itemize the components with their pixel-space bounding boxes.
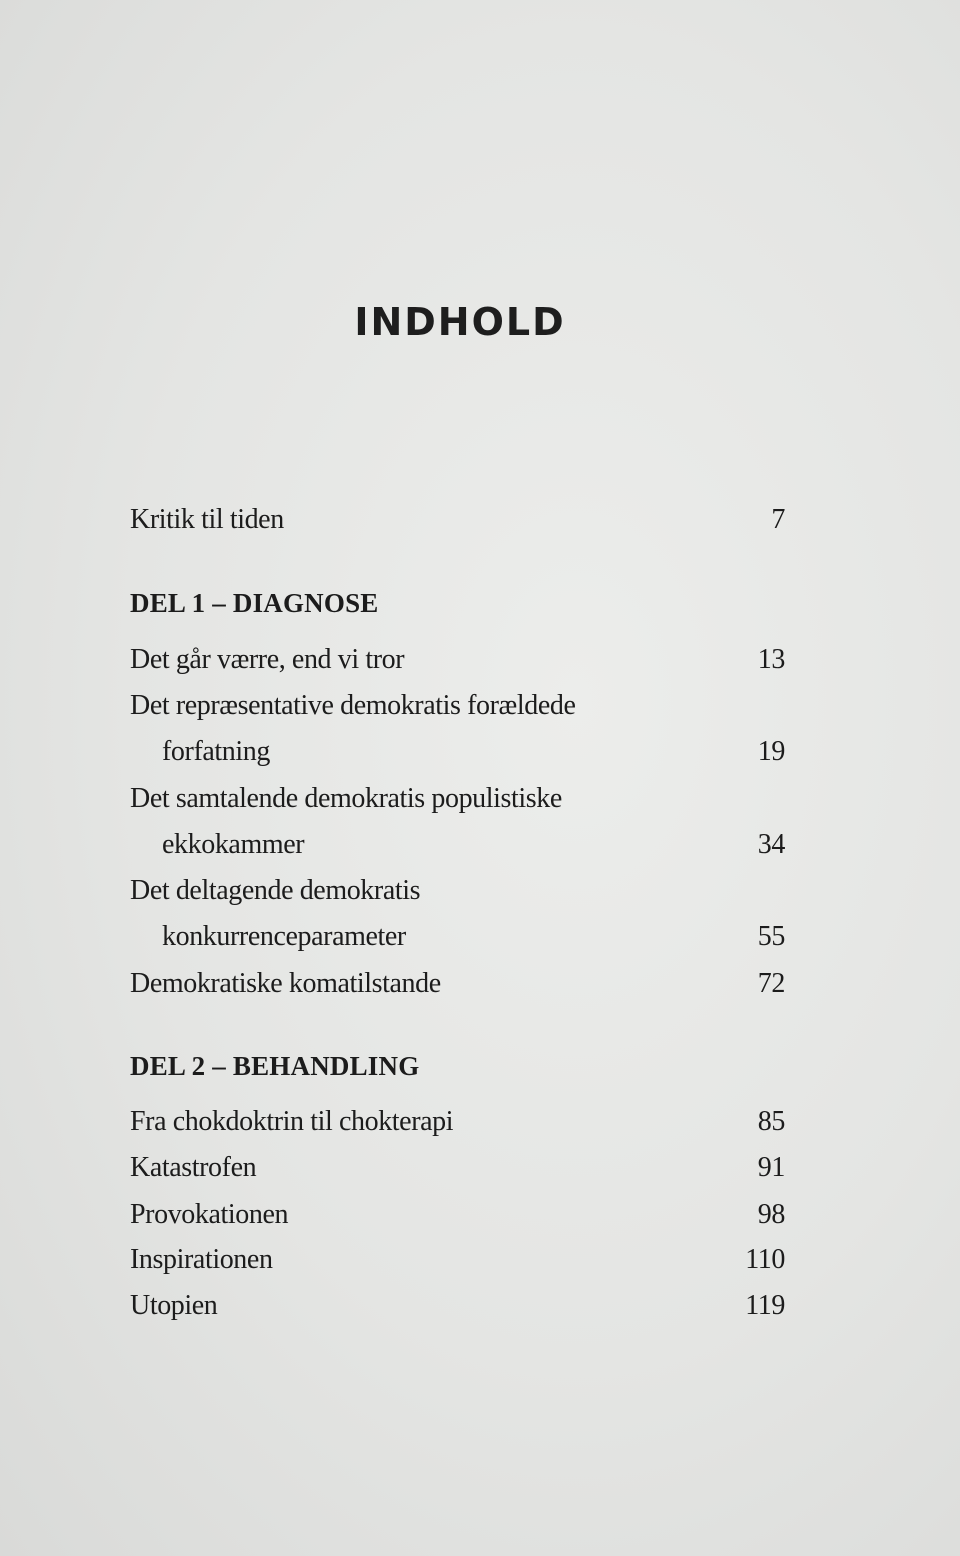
toc-entry	[130, 917, 785, 957]
toc-entry-page: 13	[757, 644, 785, 675]
toc-entry	[130, 1148, 785, 1188]
toc-entry	[130, 871, 785, 911]
toc-entry	[130, 686, 785, 726]
toc-entry-label: Fra chokdoktrin til chokterapi	[130, 1106, 454, 1137]
toc-entry-label: forfatning	[162, 736, 270, 767]
toc-entry-label: Utopien	[130, 1290, 218, 1321]
section-heading: DEL 2 – BEHANDLING	[130, 1051, 420, 1081]
toc-entry-label: Kritik til tiden	[130, 504, 284, 535]
toc-entry-label: Det deltagende demokratis	[130, 875, 421, 906]
toc-entry-page: 7	[771, 504, 785, 535]
toc-entry-label: Det repræsentative demokratis forældede	[130, 690, 576, 721]
toc-entry-label: Provokationen	[130, 1199, 289, 1230]
toc-entry-label: Demokratiske komatilstande	[130, 968, 441, 999]
section-heading: DEL 1 – DIAGNOSE	[130, 588, 379, 618]
toc-entry-page: 19	[757, 736, 785, 767]
toc-entry-label: Det samtalende demokratis populistiske	[130, 783, 562, 814]
toc-entry-page: 85	[757, 1106, 785, 1137]
toc-entry-page: 110	[745, 1244, 785, 1275]
page-title: INDHOLD	[354, 300, 566, 344]
toc-entry-page: 72	[757, 968, 785, 999]
toc-entry-label: Inspirationen	[130, 1244, 273, 1275]
toc-entry-page: 34	[757, 829, 785, 860]
toc-entry	[130, 964, 785, 1004]
toc-entry	[130, 732, 785, 772]
toc-entry-label: konkurrenceparameter	[162, 921, 406, 952]
toc-entry	[130, 500, 785, 540]
toc-entry-label: ekkokammer	[162, 829, 305, 860]
toc-entry	[130, 640, 785, 680]
toc-entry	[130, 825, 785, 865]
toc-entry-page: 91	[757, 1152, 785, 1183]
toc-entry-page: 98	[757, 1199, 785, 1230]
toc-entry-page: 55	[757, 921, 785, 952]
toc-entry	[130, 1286, 785, 1326]
toc-entry	[130, 1195, 785, 1235]
toc-entry	[130, 1102, 785, 1142]
toc-entry	[130, 779, 785, 819]
toc-entry-page: 119	[745, 1290, 785, 1321]
toc-entry	[130, 1240, 785, 1280]
toc-entry-label: Katastrofen	[130, 1152, 257, 1183]
toc-entry-label: Det går værre, end vi tror	[130, 644, 405, 675]
